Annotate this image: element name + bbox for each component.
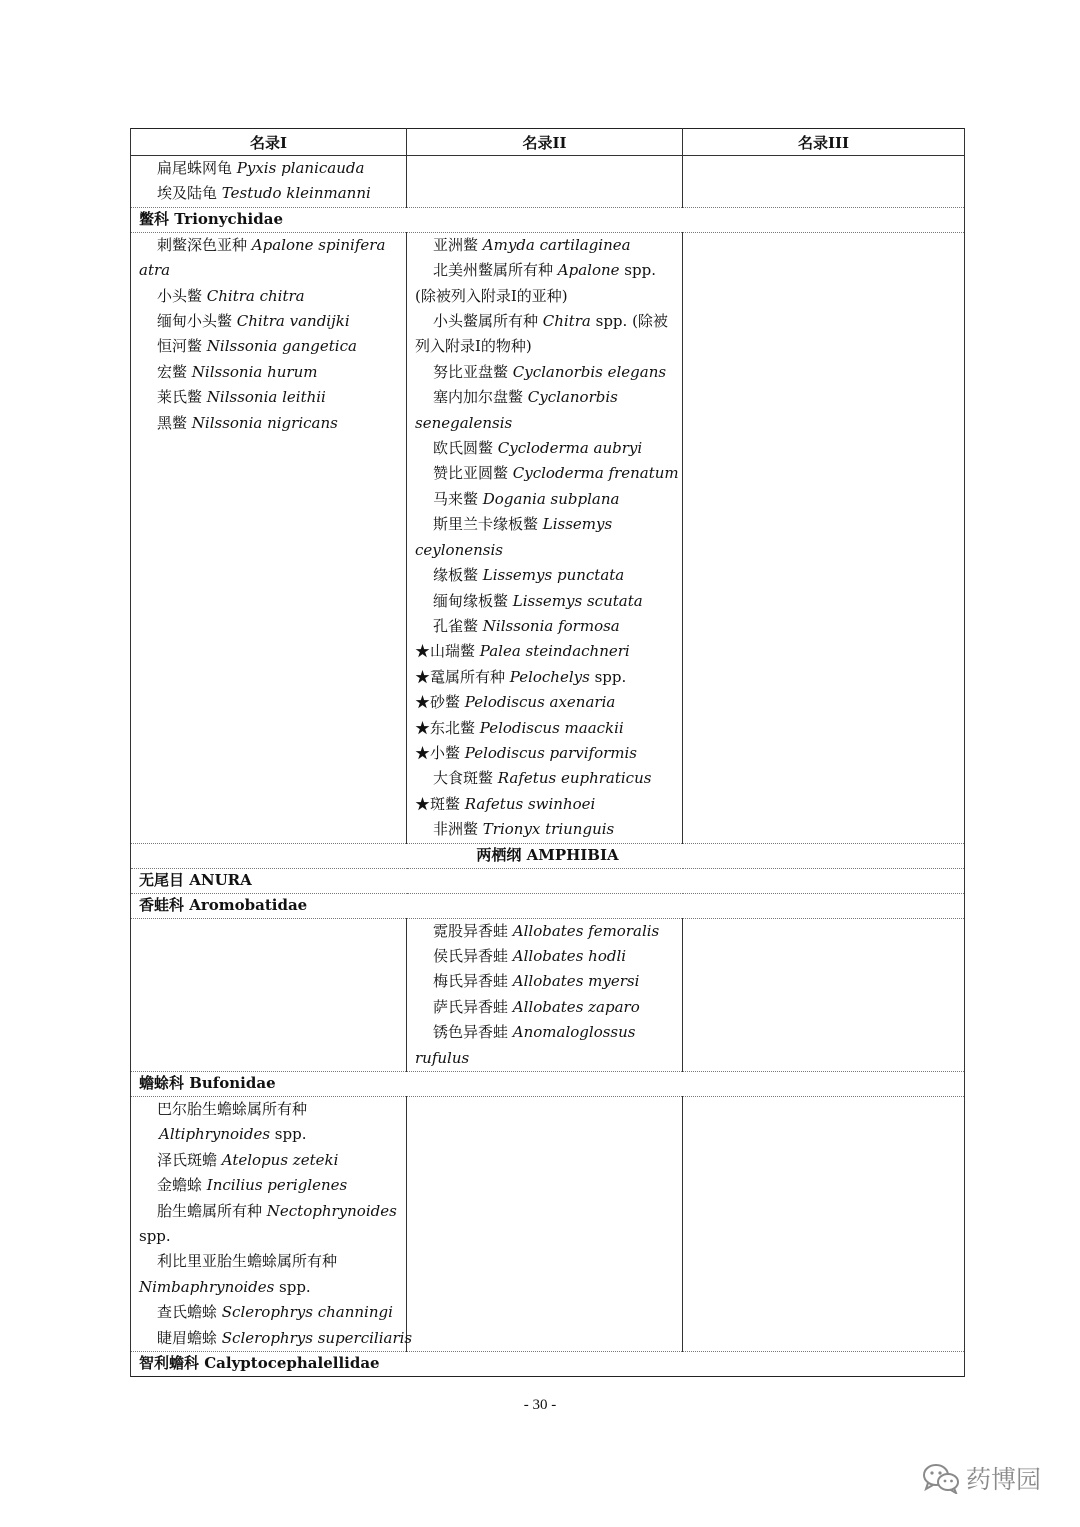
species-scientific-name: rufulus bbox=[415, 1048, 470, 1067]
species-common-name: 梅氏异香蛙 bbox=[433, 972, 513, 991]
page-number: - 30 - bbox=[523, 1397, 557, 1413]
species-entry bbox=[415, 360, 674, 385]
species-common-name: ★山瑞鳖 bbox=[415, 642, 480, 661]
species-entry bbox=[139, 1173, 398, 1198]
species-common-name: 小头鳖属所有种 bbox=[433, 312, 543, 331]
species-entry bbox=[139, 385, 398, 410]
species-common-name: 黑鳖 bbox=[157, 413, 192, 432]
species-suffix: spp. bbox=[589, 667, 627, 686]
family-heading: 蟾蜍科 Bufonidae bbox=[131, 1072, 965, 1097]
species-suffix: spp. bbox=[619, 261, 656, 280]
species-common-name: 埃及陆龟 bbox=[157, 184, 222, 203]
family-heading: 智利蟾科 Calyptocephalellidae bbox=[131, 1352, 965, 1377]
species-entry bbox=[139, 1275, 398, 1300]
species-row-trionychidae bbox=[131, 232, 965, 843]
species-common-name: 塞内加尔盘鳖 bbox=[433, 388, 528, 407]
species-suffix: spp. bbox=[274, 1277, 311, 1296]
species-common-name: 霓股异香蛙 bbox=[433, 921, 513, 940]
appendix-3-cell bbox=[683, 156, 965, 208]
species-entry bbox=[415, 614, 674, 639]
species-entry bbox=[415, 563, 674, 588]
appendix-2-cell bbox=[407, 1097, 683, 1352]
species-scientific-name: Trionyx triunguis bbox=[482, 820, 615, 839]
species-entry bbox=[139, 1122, 398, 1147]
species-scientific-name: atra bbox=[139, 261, 171, 280]
species-entry bbox=[415, 334, 674, 359]
species-entry bbox=[415, 944, 674, 969]
species-entry bbox=[415, 487, 674, 512]
species-entry bbox=[139, 1097, 398, 1122]
species-common-name: 泽氏斑蟾 bbox=[157, 1150, 222, 1169]
family-heading: 香蛙科 Aromobatidae bbox=[131, 893, 965, 918]
table-header-row bbox=[131, 129, 965, 156]
species-scientific-name: Sclerophrys channingi bbox=[221, 1303, 393, 1322]
species-entry bbox=[415, 233, 674, 258]
family-row-trionychidae bbox=[131, 207, 965, 232]
species-common-name: 斯里兰卡缘板鳖 bbox=[433, 515, 543, 534]
species-common-name: 巴尔胎生蟾蜍属所有种 bbox=[157, 1100, 308, 1118]
species-scientific-name: Allobates femoralis bbox=[512, 921, 660, 940]
appendix-3-cell bbox=[683, 918, 965, 1071]
species-scientific-name: Allobates zaparo bbox=[512, 997, 640, 1016]
species-entry bbox=[415, 385, 674, 410]
appendix-1-cell bbox=[131, 1097, 413, 1352]
species-suffix: spp. (除被 bbox=[590, 312, 668, 331]
species-scientific-name: Dogania subplana bbox=[482, 489, 620, 508]
species-scientific-name: Pelochelys bbox=[509, 667, 590, 686]
species-scientific-name: senegalensis bbox=[415, 413, 513, 432]
species-row-aromobatidae bbox=[131, 918, 965, 1071]
species-entry bbox=[139, 1199, 398, 1224]
species-scientific-name: Rafetus euphraticus bbox=[497, 769, 652, 788]
column-header-appendix-3: 名录III bbox=[683, 129, 965, 156]
species-scientific-name: Nilssonia gangetica bbox=[206, 337, 357, 356]
species-common-name: 欧氏圆鳖 bbox=[433, 439, 498, 458]
species-scientific-name: Altiphrynoides bbox=[159, 1125, 271, 1144]
species-common-name: 莱氏鳖 bbox=[157, 388, 207, 407]
species-entry bbox=[415, 589, 674, 614]
species-scientific-name: Apalone spinifera bbox=[251, 235, 386, 254]
species-scientific-name: Lissemys bbox=[542, 515, 613, 534]
species-common-name: 侯氏异香蛙 bbox=[433, 946, 513, 965]
species-common-name: 缘板鳖 bbox=[433, 566, 483, 585]
species-scientific-name: Nilssonia hurum bbox=[191, 362, 318, 381]
species-common-name: 小头鳖 bbox=[157, 286, 207, 305]
species-scientific-name: Incilius periglenes bbox=[206, 1176, 348, 1195]
species-entry bbox=[415, 766, 674, 791]
species-scientific-name: Allobates hodli bbox=[512, 946, 627, 965]
species-scientific-name: Palea steindachneri bbox=[479, 642, 630, 661]
species-scientific-name: Chitra chitra bbox=[206, 286, 305, 305]
species-entry bbox=[139, 284, 398, 309]
appendix-3-cell bbox=[683, 232, 965, 843]
class-row-amphibia bbox=[131, 843, 965, 868]
species-scientific-name: Nectophrynoides bbox=[266, 1201, 397, 1220]
species-scientific-name: Anomaloglossus bbox=[512, 1023, 636, 1042]
species-common-name: 非洲鳖 bbox=[433, 820, 483, 839]
species-scientific-name: Testudo kleinmanni bbox=[221, 184, 371, 203]
family-heading: 鳖科 Trionychidae bbox=[131, 207, 965, 232]
species-scientific-name: Cyclanorbis elegans bbox=[512, 362, 667, 381]
species-common-name: 大食斑鳖 bbox=[433, 769, 498, 788]
species-entry bbox=[139, 334, 398, 359]
species-entry bbox=[139, 1326, 413, 1351]
species-entry bbox=[139, 258, 398, 283]
species-scientific-name: Nilssonia nigricans bbox=[191, 413, 338, 432]
species-common-name: ★砂鳖 bbox=[415, 693, 465, 712]
species-common-name: 利比里亚胎生蟾蜍属所有种 bbox=[157, 1252, 338, 1271]
species-common-name: 查氏蟾蜍 bbox=[157, 1303, 222, 1322]
appendix-1-cell bbox=[131, 918, 407, 1071]
appendix-3-cell bbox=[683, 1097, 965, 1352]
species-scientific-name: Apalone bbox=[557, 261, 620, 280]
appendix-2-cell bbox=[407, 918, 683, 1071]
species-scientific-name: ceylonensis bbox=[415, 540, 503, 559]
species-appendix-table bbox=[130, 128, 965, 1377]
species-common-name: ★小鳖 bbox=[415, 743, 465, 762]
species-common-name: 刺鳖深色亚种 bbox=[157, 235, 252, 254]
species-scientific-name: Atelopus zeteki bbox=[221, 1150, 339, 1169]
species-entry bbox=[139, 411, 398, 436]
species-entry bbox=[415, 538, 674, 563]
appendix-1-cell bbox=[131, 156, 407, 208]
species-common-name: 亚洲鳖 bbox=[433, 235, 483, 254]
species-common-name: ★斑鳖 bbox=[415, 794, 465, 813]
species-entry bbox=[415, 690, 674, 715]
species-common-name: ★鼋属所有种 bbox=[415, 667, 510, 686]
appendix-2-cell bbox=[407, 232, 683, 843]
species-entry bbox=[415, 639, 674, 664]
species-common-name: (除被列入附录I的亚种) bbox=[415, 286, 568, 305]
species-scientific-name: Allobates myersi bbox=[512, 972, 640, 991]
species-entry bbox=[415, 817, 674, 842]
species-scientific-name: Rafetus swinhoei bbox=[464, 794, 596, 813]
species-entry bbox=[139, 1148, 398, 1173]
species-entry bbox=[415, 512, 674, 537]
species-entry bbox=[415, 258, 674, 283]
species-common-name: 睫眉蟾蜍 bbox=[157, 1328, 222, 1347]
species-scientific-name: Chitra vandijki bbox=[236, 312, 350, 331]
species-entry bbox=[415, 284, 674, 309]
species-scientific-name: Chitra bbox=[542, 312, 591, 331]
species-common-name: 金蟾蜍 bbox=[157, 1176, 207, 1195]
species-entry bbox=[415, 309, 674, 334]
species-entry bbox=[415, 461, 679, 486]
species-entry bbox=[415, 741, 674, 766]
class-heading: 两栖纲 AMPHIBIA bbox=[131, 843, 965, 868]
species-entry bbox=[139, 1249, 398, 1274]
species-scientific-name: Pyxis planicauda bbox=[236, 159, 365, 177]
species-common-name: 北美州鳖属所有种 bbox=[433, 261, 558, 280]
appendix-1-cell bbox=[131, 232, 407, 843]
species-entry bbox=[415, 665, 674, 690]
species-common-name: 宏鳖 bbox=[157, 362, 192, 381]
watermark bbox=[922, 1458, 1041, 1498]
species-entry bbox=[415, 1020, 674, 1045]
species-entry bbox=[139, 233, 398, 258]
species-entry bbox=[415, 969, 674, 994]
order-heading: 无尾目 ANURA bbox=[131, 868, 965, 893]
appendix-2-cell bbox=[407, 156, 683, 208]
species-scientific-name: Cyclanorbis bbox=[527, 388, 618, 407]
species-entry bbox=[139, 360, 398, 385]
column-header-appendix-2: 名录II bbox=[407, 129, 683, 156]
species-common-name: spp. bbox=[139, 1227, 171, 1246]
family-row-calyptocephalellidae bbox=[131, 1352, 965, 1377]
species-entry bbox=[415, 919, 674, 944]
watermark-text: 药博园 bbox=[966, 1465, 1042, 1494]
species-common-name: ★东北鳖 bbox=[415, 718, 480, 737]
wechat-icon bbox=[922, 1462, 960, 1494]
species-common-name: 马来鳖 bbox=[433, 489, 483, 508]
species-scientific-name: Nimbaphrynoides bbox=[139, 1277, 275, 1296]
order-row-anura bbox=[131, 868, 965, 893]
species-row-bufonidae bbox=[131, 1097, 965, 1352]
species-common-name: 赞比亚圆鳖 bbox=[433, 464, 513, 483]
species-scientific-name: Lissemys punctata bbox=[482, 566, 625, 585]
column-header-appendix-1: 名录I bbox=[131, 129, 407, 156]
species-common-name: 锈色异香蛙 bbox=[433, 1023, 513, 1042]
species-scientific-name: Sclerophrys superciliaris bbox=[221, 1328, 413, 1347]
species-entry bbox=[415, 995, 674, 1020]
species-scientific-name: Nilssonia formosa bbox=[482, 616, 620, 635]
species-common-name: 萨氏异香蛙 bbox=[433, 997, 513, 1016]
species-common-name: 努比亚盘鳖 bbox=[433, 362, 513, 381]
species-scientific-name: Pelodiscus axenaria bbox=[464, 693, 616, 712]
species-entry bbox=[139, 1300, 398, 1325]
species-entry bbox=[415, 792, 674, 817]
species-scientific-name: Pelodiscus parviformis bbox=[464, 743, 637, 762]
species-scientific-name: Cycloderma frenatum bbox=[512, 464, 679, 483]
species-scientific-name: Lissemys scutata bbox=[512, 591, 643, 610]
species-common-name: 缅甸缘板鳖 bbox=[433, 591, 513, 610]
species-entry bbox=[415, 1046, 674, 1071]
species-scientific-name: Cycloderma aubryi bbox=[497, 439, 643, 458]
species-common-name: 孔雀鳖 bbox=[433, 616, 483, 635]
species-scientific-name: Pelodiscus maackii bbox=[479, 718, 624, 737]
species-entry bbox=[139, 156, 398, 181]
species-common-name: 缅甸小头鳖 bbox=[157, 312, 237, 331]
species-scientific-name: Nilssonia leithii bbox=[206, 388, 326, 407]
species-entry bbox=[415, 411, 674, 436]
species-common-name: 胎生蟾属所有种 bbox=[157, 1201, 267, 1220]
species-entry bbox=[139, 181, 398, 206]
species-scientific-name: Amyda cartilaginea bbox=[482, 235, 631, 254]
species-entry bbox=[139, 309, 398, 334]
species-common-name: 列入附录I的物种) bbox=[415, 337, 532, 356]
species-common-name: 恒河鳖 bbox=[157, 337, 207, 356]
family-row-aromobatidae bbox=[131, 893, 965, 918]
species-entry bbox=[415, 436, 674, 461]
species-entry bbox=[139, 1224, 398, 1249]
family-row-bufonidae bbox=[131, 1072, 965, 1097]
continued-species-row bbox=[131, 156, 965, 208]
species-entry bbox=[415, 716, 674, 741]
species-common-name: 扁尾蛛网龟 bbox=[157, 159, 237, 177]
species-suffix: spp. bbox=[270, 1125, 307, 1144]
